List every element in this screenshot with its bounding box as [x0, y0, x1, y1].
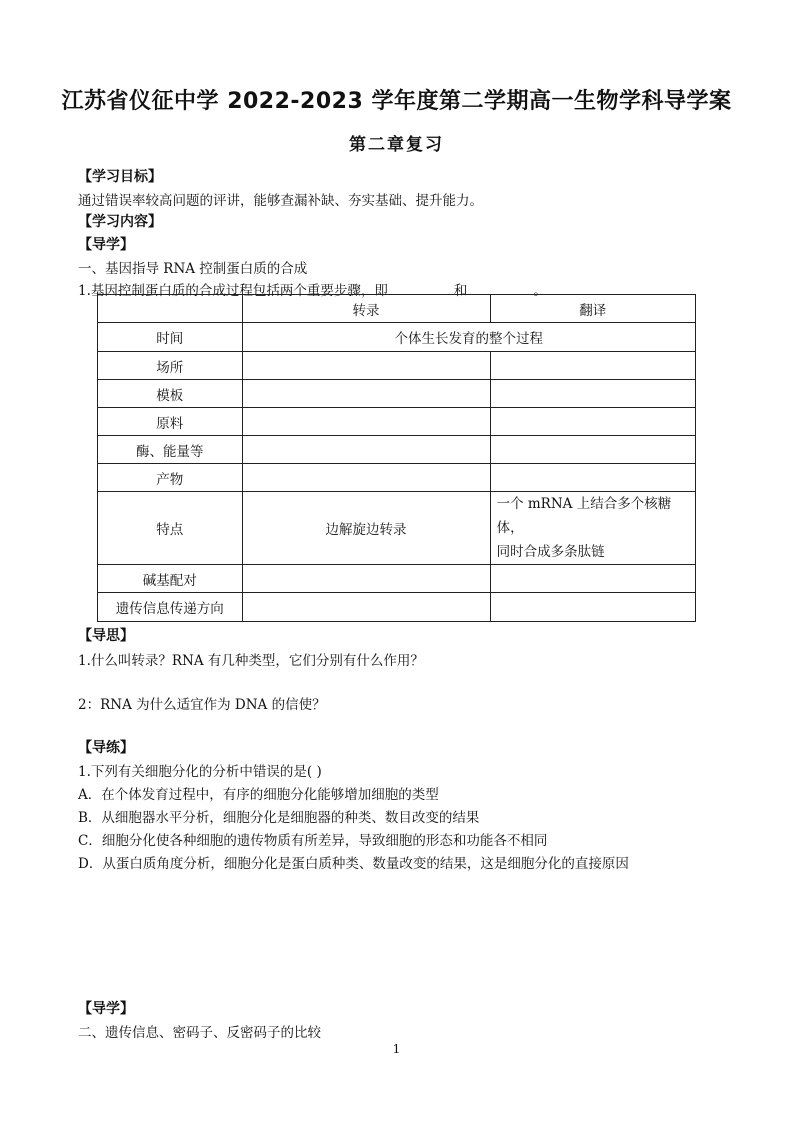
table-row [98, 436, 696, 464]
row-label-feature: 特点 [98, 492, 243, 565]
header-translation: 翻译 [490, 295, 695, 323]
template-translation-cell[interactable] [490, 380, 695, 408]
row-label-place: 场所 [98, 352, 243, 380]
feature-translation-cell [490, 492, 695, 565]
transcription-translation-table [97, 294, 696, 622]
objectives-text: 通过错误率较高问题的评讲，能够查漏补缺、夯实基础、提升能力。 [78, 193, 483, 209]
pairing-transcription-cell[interactable] [242, 565, 490, 593]
material-transcription-cell[interactable] [242, 408, 490, 436]
section-two-title: 二、遗传信息、密码子、反密码子的比较 [78, 1025, 321, 1041]
option-a[interactable]: A．在个体发育过程中，有序的细胞分化能够增加细胞的类型 [78, 787, 439, 803]
option-d[interactable]: D．从蛋白质角度分析，细胞分化是蛋白质种类、数量改变的结果，这是细胞分化的直接原因 [78, 856, 629, 872]
row-label-material: 原料 [98, 408, 243, 436]
think-heading: 【导思】 [78, 628, 134, 644]
table-row [98, 492, 696, 565]
direction-translation-cell[interactable] [490, 593, 695, 622]
content-heading: 【学习内容】 [78, 214, 162, 230]
feature-translation-line-2: 同时合成多条肽链 [496, 544, 605, 560]
practice-question-1: 1.下列有关细胞分化的分析中错误的是( ) [78, 764, 322, 780]
q1-prefix: 1.基因控制蛋白质的合成过程包括两个重要步骤，即 [78, 283, 388, 299]
row-label-pairing: 碱基配对 [98, 565, 243, 593]
table-row [98, 323, 696, 352]
practice-heading: 【导练】 [78, 740, 134, 756]
section-one-title: 一、基因指导 RNA 控制蛋白质的合成 [78, 261, 308, 277]
q1-end: 。 [533, 283, 547, 299]
enzyme-translation-cell[interactable] [490, 436, 695, 464]
table-row [98, 408, 696, 436]
chapter-subtitle: 第二章复习 [349, 135, 444, 155]
table-row [98, 464, 696, 492]
template-transcription-cell[interactable] [242, 380, 490, 408]
guide-heading-2: 【导学】 [78, 1001, 134, 1017]
header-blank-cell [98, 295, 243, 323]
table-row [98, 380, 696, 408]
row-label-enzyme: 酶、能量等 [98, 436, 243, 464]
row-label-product: 产物 [98, 464, 243, 492]
table-row [98, 352, 696, 380]
product-translation-cell[interactable] [490, 464, 695, 492]
place-transcription-cell[interactable] [242, 352, 490, 380]
row-label-time: 时间 [98, 323, 243, 352]
table-header-row [98, 295, 696, 323]
pairing-translation-cell[interactable] [490, 565, 695, 593]
think-question-1: 1.什么叫转录？RNA 有几种类型，它们分别有什么作用？ [78, 653, 424, 669]
feature-translation-line-1: 一个 mRNA 上结合多个核糖体， [496, 496, 672, 536]
direction-transcription-cell[interactable] [242, 593, 490, 622]
table-row [98, 593, 696, 622]
option-c[interactable]: C．细胞分化使各种细胞的遗传物质有所差异，导致细胞的形态和功能各不相同 [78, 833, 548, 849]
header-transcription: 转录 [242, 295, 490, 323]
row-label-template: 模板 [98, 380, 243, 408]
time-merged-cell: 个体生长发育的整个过程 [242, 323, 695, 352]
place-translation-cell[interactable] [490, 352, 695, 380]
think-question-2: 2：RNA 为什么适宜作为 DNA 的信使？ [78, 697, 326, 713]
product-transcription-cell[interactable] [242, 464, 490, 492]
guide-heading-1: 【导学】 [78, 237, 134, 253]
table-row [98, 565, 696, 593]
document-title: 江苏省仪征中学 2022-2023 学年度第二学期高一生物学科导学案 [61, 89, 732, 114]
feature-transcription-cell: 边解旋边转录 [242, 492, 490, 565]
objectives-heading: 【学习目标】 [78, 169, 162, 185]
page-number: 1 [392, 1042, 401, 1056]
option-b[interactable]: B．从细胞器水平分析，细胞分化是细胞器的种类、数目改变的结果 [78, 810, 480, 826]
row-label-direction: 遗传信息传递方向 [98, 593, 243, 622]
enzyme-transcription-cell[interactable] [242, 436, 490, 464]
material-translation-cell[interactable] [490, 408, 695, 436]
q1-middle: 和 [453, 283, 468, 299]
